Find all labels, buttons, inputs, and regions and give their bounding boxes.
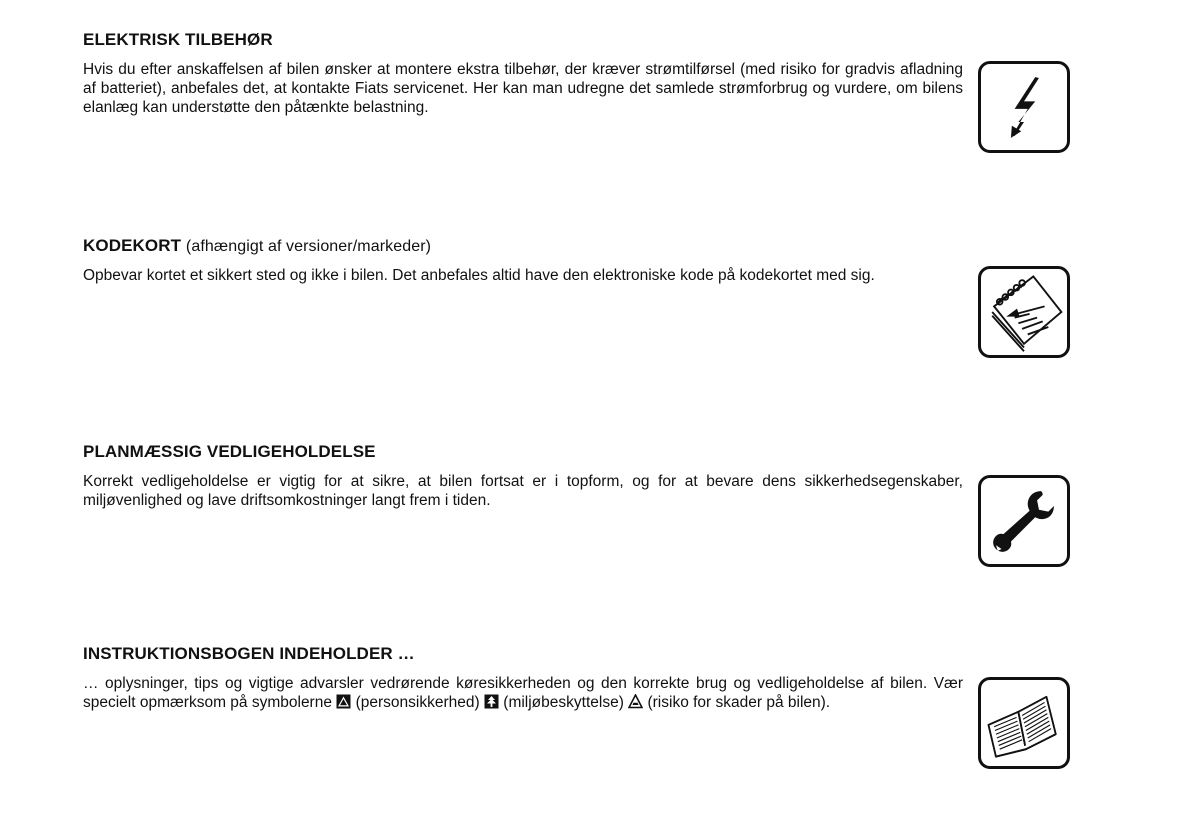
section-kodekort [83, 236, 963, 285]
section-heading-subtitle: (afhængigt af versioner/markeder) [185, 238, 432, 255]
section-text-part3: (miljøbeskyttelse) [503, 694, 624, 711]
section-text [83, 674, 963, 712]
notebook-pencil-icon [978, 266, 1070, 358]
section-heading-title: KODEKORT [83, 236, 182, 255]
section-text: Hvis du efter anskaffelsen af bilen ønsker at montere ekstra tilbehør, der kræver strømtilførsel (med risiko for gradvis afladning af batteriet), anbefales det, at kontakte Fiats servicenet. Her kan man udregne det samlede strømforbrug og vurdere, om bilens elanlæg kan understøtte den påtænkte belastning. [83, 61, 963, 116]
section-text: Opbevar kortet et sikkert sted og ikke i bilen. Det anbefales altid have den elektroniske kode på kodekortet med sig. [83, 267, 875, 284]
section-heading: ELEKTRISK TILBEHØR [83, 30, 273, 49]
car-damage-warning-icon [628, 694, 643, 709]
section-planmaessig-vedligeholdelse [83, 442, 963, 510]
wrench-icon [978, 475, 1070, 567]
section-text-part2: (personsikkerhed) [355, 694, 480, 711]
section-heading: PLANMÆSSIG VEDLIGEHOLDELSE [83, 442, 376, 461]
open-book-icon [978, 677, 1070, 769]
section-heading: INSTRUKTIONSBOGEN INDEHOLDER … [83, 644, 415, 663]
section-text-part1: … oplysninger, tips og vigtige advarsler vedrørende køresikkerheden og den korrekte brug og vedligeholdelse af bilen. Vær specielt opmærksom på symbolerne [83, 675, 963, 711]
section-instruktionsbogen [83, 644, 963, 712]
section-text: Korrekt vedligeholdelse er vigtig for at sikre, at bilen fortsat er i topform, og for at bevare dens sikkerhedsegenskaber, miljøvenlighed og lave driftsomkostninger langt frem i tiden. [83, 473, 963, 509]
section-text-part4: (risiko for skader på bilen). [647, 694, 831, 711]
section-elektrisk-tilbehor [83, 30, 963, 117]
warning-person-icon [336, 694, 351, 709]
lightning-icon [978, 61, 1070, 153]
section-heading [83, 236, 963, 256]
environment-tree-icon [484, 694, 499, 709]
